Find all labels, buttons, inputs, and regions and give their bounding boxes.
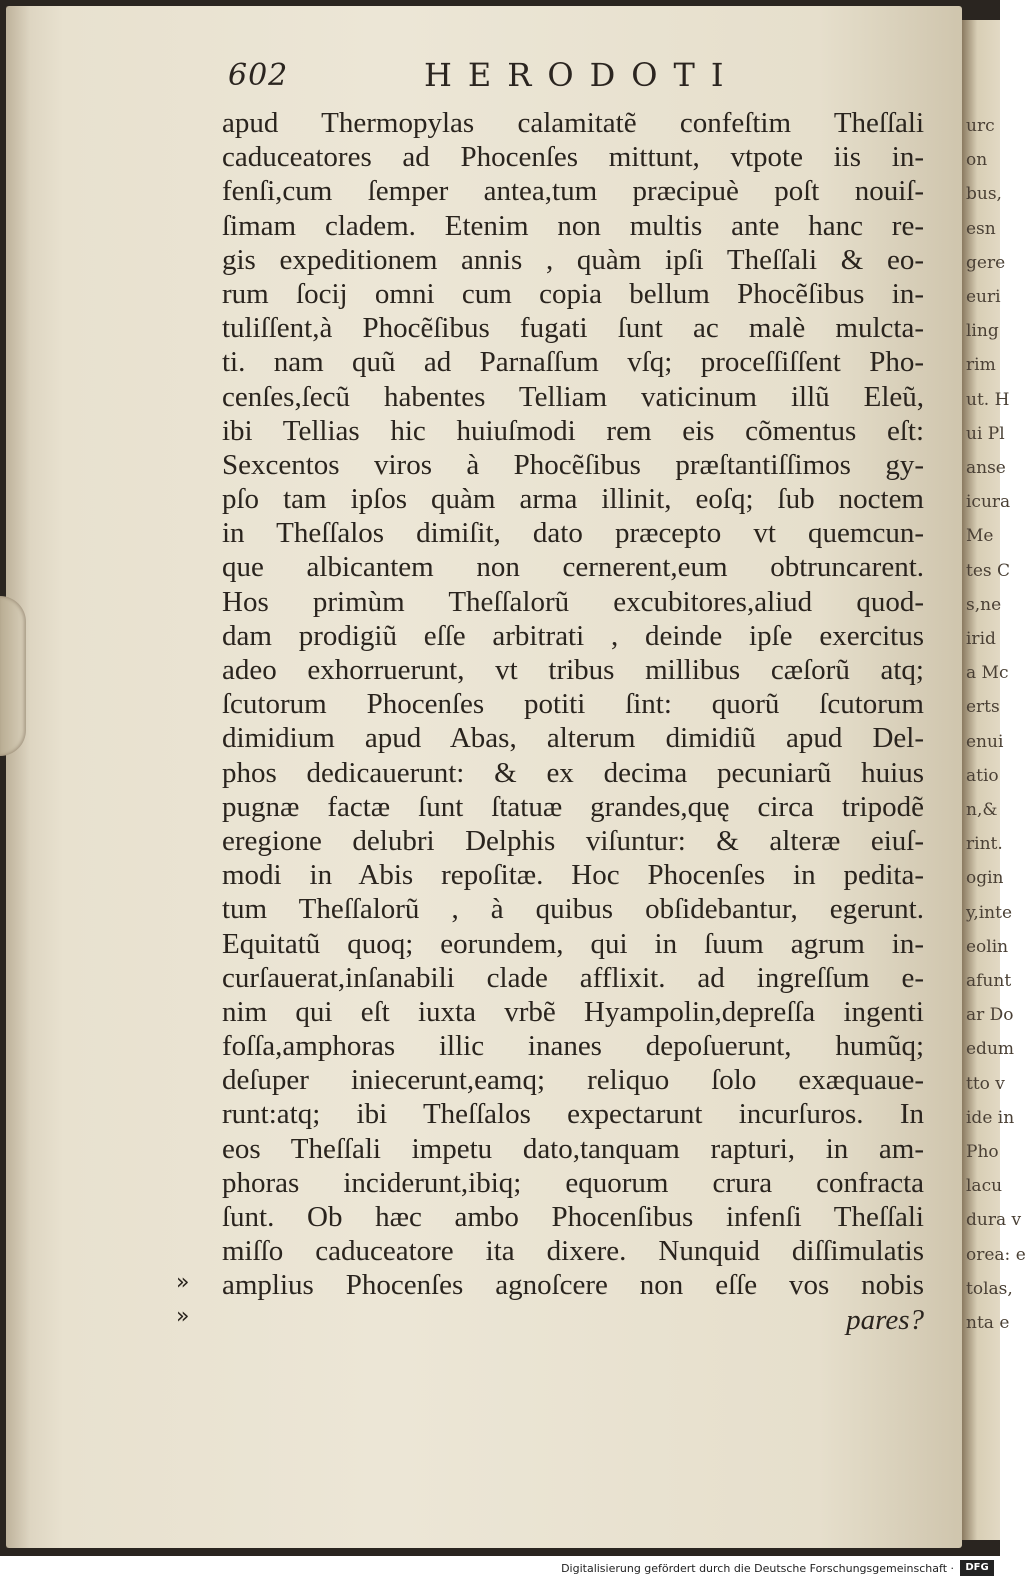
adjacent-page-fragment: atio [966,765,999,786]
text-line: caduceatores ad Phocenſes mittunt, vtpote iis in- [222,141,924,174]
adjacent-page-fragment: dura v [966,1210,1022,1231]
text-line: runt:atq; ibi Theſſalos expectarunt incurſuros. In [222,1098,924,1131]
adjacent-page-fragment: rim [966,355,996,376]
adjacent-page-fragment: orea: e [966,1244,1026,1265]
adjacent-page-fragment: erts [966,697,1000,718]
page-tab-notch [0,596,26,756]
text-line: ſunt. Ob hæc ambo Phocenſibus infenſi Theſſali [222,1201,924,1233]
text-line: gis expeditionem annis , quàm ipſi Theſſali & eo- [222,243,924,276]
text-line: modi in Abis repoſitæ. Hoc Phocenſes in pedita- [222,859,924,892]
text-line: nim qui eſt iuxta vrbẽ Hyampolin,depreſſa ingenti [222,995,924,1028]
text-line: Equitatũ quoq; eorundem, qui in ſuum agrum in- [222,927,924,960]
digitization-credit: Digitalisierung gefördert durch die Deutsche Forschungsgemeinschaft · [561,1562,954,1575]
adjacent-page-fragment: esn [966,218,996,239]
adjacent-page-fragment: eolin [966,936,1009,957]
text-line: Sexcentos viros à Phocẽſibus præſtantiſſimos gy- [222,448,924,481]
text-line: amplius Phocenſes agnoſcere non eſſe vos nobis [222,1269,924,1302]
adjacent-page-fragment: bus, [966,184,1002,205]
adjacent-page-fragment: irid [966,629,996,649]
text-line: curſauerat,inſanabili clade afflixit. ad ingreſſum e- [222,961,924,994]
text-line: in Theſſalos dimiſit, dato præcepto vt quemcun- [222,517,924,550]
text-line: que albicantem non cernerent,eum obtruncarent. [222,551,924,584]
adjacent-page-fragment: a Mc [966,663,1009,684]
page-number: 602 [228,58,289,93]
adjacent-page-fragment: ide in [966,1107,1015,1128]
running-head: HERODOTI [424,56,740,94]
adjacent-page-fragment: ar Do [966,1005,1014,1026]
text-line: cenſes,ſecũ habentes Telliam vaticinum illũ Eleũ, [222,380,924,413]
text-line: miſſo caduceatore ita dixere. Nunquid diſſimulatis [222,1235,924,1268]
adjacent-page-fragment: nta e [966,1313,1010,1333]
text-line: eregione delubri Delphis viſuntur: & alteræ eiuſ- [222,824,924,857]
text-line: tuliſſent,à Phocẽſibus fugati ſunt ac malè mulcta- [222,312,924,345]
text-line: dimidium apud Abas, alterum dimidiũ apud Del- [222,722,924,755]
text-line: ſcutorum Phocenſes potiti ſint: quorũ ſcutorum [222,688,924,721]
adjacent-page-fragment: tolas, [966,1278,1013,1299]
body-text [222,106,924,1337]
text-line: adeo exhorruerunt, vt tribus millibus cæſorũ atq; [222,654,924,686]
adjacent-page-fragment: s,ne [966,594,1002,615]
adjacent-page-fragment: n,& [966,800,998,820]
adjacent-page-fragment: on [966,150,988,171]
adjacent-page-fragment: gere [966,252,1006,273]
adjacent-page-fragment: icura [966,492,1011,513]
text-line: Hos primùm Theſſalorũ excubitores,aliud quod- [222,585,924,618]
adjacent-page-fragment: ut. H [966,389,1010,410]
text-line: phoras inciderunt,ibiq; equorum crura confracta [222,1166,924,1199]
adjacent-page-fragment: enui [966,731,1004,752]
margin-mark: » [176,1270,190,1295]
footer-bar [0,1556,1000,1581]
text-line: ti. nam quũ ad Parnaſſum vſq; proceſſiſſent Pho- [222,346,924,379]
text-line: foſſa,amphoras illic inanes depoſuerunt, humũq; [222,1030,924,1063]
adjacent-page-fragment: edum [966,1039,1015,1060]
text-line: deſuper iniecerunt,eamq; reliquo ſolo exæquaue- [222,1064,924,1097]
text-line: pugnæ factæ ſunt ſtatuæ grandes,quę circa tripodẽ [222,790,924,823]
dfg-logo: DFG [960,1560,994,1576]
adjacent-page-fragment: anse [966,458,1006,478]
adjacent-page-fragment: urc [966,116,995,136]
adjacent-page-fragment: y,inte [966,902,1013,923]
text-line: ibi Tellias hic huiuſmodi rem eis cõmentus eſt: [222,414,924,447]
text-line: pares? [846,1303,924,1336]
adjacent-page-fragment: Me [966,526,994,547]
adjacent-page-fragment: Pho [966,1142,999,1162]
adjacent-page-edge [962,20,1026,1540]
text-line: tum Theſſalorũ , à quibus obſidebantur, egerunt. [222,893,924,926]
text-line: fenſi,cum ſemper antea,tum præcipuè poſt nouiſ- [222,175,924,208]
margin-quote-marks [176,1266,216,1334]
adjacent-page-fragment: tto v [966,1073,1005,1094]
text-line: ſimam cladem. Etenim non multis ante hanc re- [222,209,924,242]
text-line: rum ſocij omni cum copia bellum Phocẽſibus in- [222,277,924,310]
page-header [228,56,918,100]
adjacent-page-fragment: ling [966,321,999,342]
margin-mark: » [176,1304,190,1329]
adjacent-page-fragment: rint. [966,834,1003,855]
text-line: eos Theſſali impetu dato,tanquam rapturi, in am- [222,1132,924,1165]
adjacent-page-fragment: ui Pl [966,423,1005,444]
adjacent-page-fragment: lacu [966,1176,1003,1197]
adjacent-page-fragment: afunt [966,971,1012,991]
text-line: apud Thermopylas calamitatẽ confeſtim Theſſali [222,107,924,139]
page-gutter-shadow [6,6,30,1548]
text-line: pſo tam ipſos quàm arma illinit, eoſq; ſub noctem [222,483,924,516]
adjacent-page-fragment: ogin [966,868,1004,889]
text-line: phos dedicauerunt: & ex decima pecuniarũ huius [222,756,924,789]
adjacent-page-fragment: euri [966,287,1001,307]
adjacent-page-fragment: tes C [966,560,1011,581]
text-line: dam prodigiũ eſſe arbitrati , deinde ipſe exercitus [222,619,924,652]
